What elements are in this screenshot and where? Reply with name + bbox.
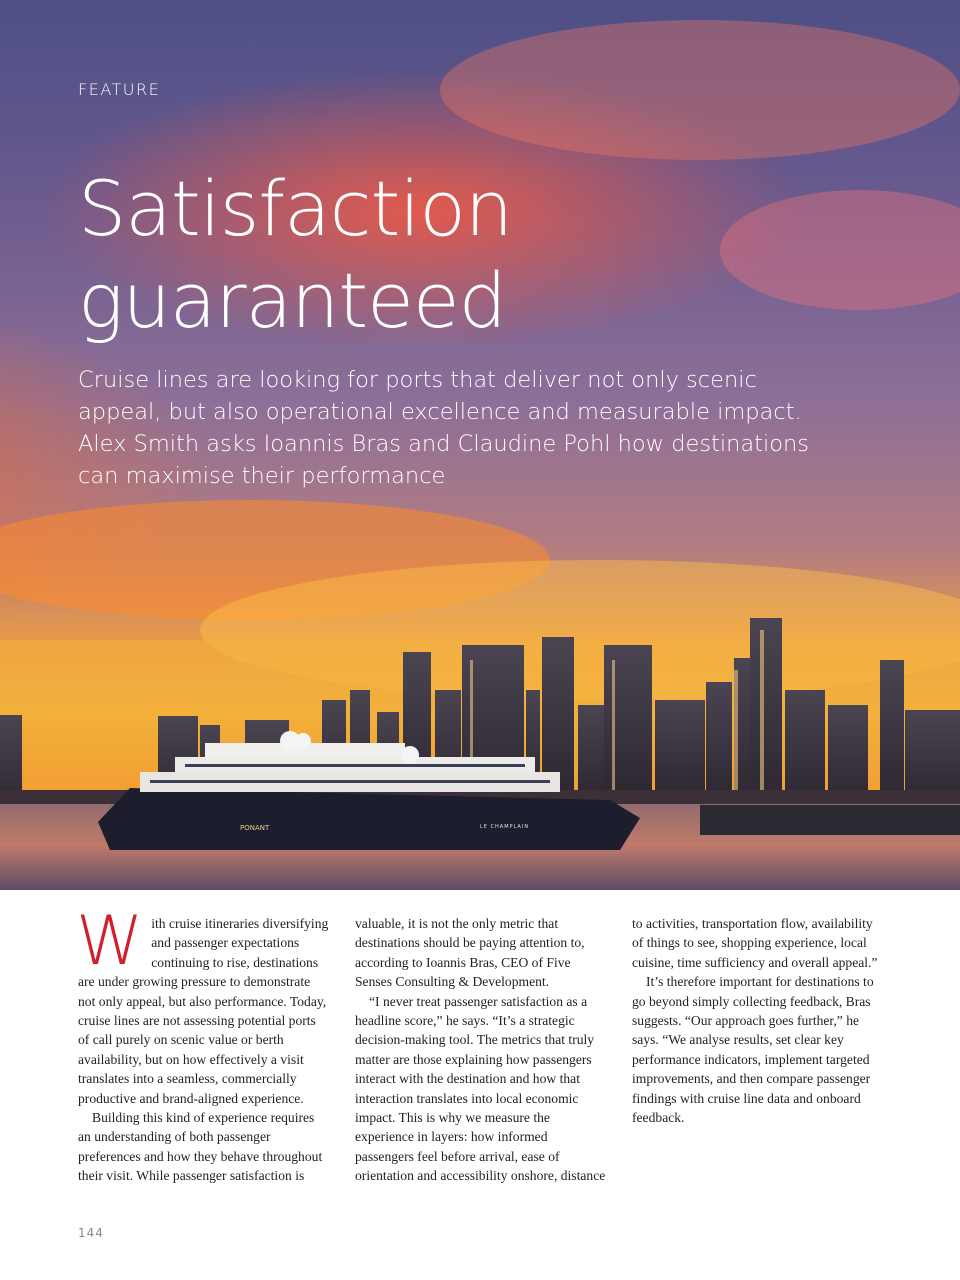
article-title — [78, 163, 512, 347]
drop-cap: W — [76, 902, 144, 981]
body-column-2 — [355, 914, 607, 1186]
body-paragraph-2-continued: valuable, it is not the only metric that destinations should be paying attention to, according to Ioannis Bras, CEO of Five Senses Consulting & Development. — [355, 916, 585, 990]
title-line-2: guaranteed — [78, 256, 506, 345]
body-column-1 — [76, 902, 330, 1186]
body-paragraph-1 — [76, 902, 330, 1108]
body-paragraph-2: Building this kind of experience requires an understanding of both passenger preferences and how they behave throughout their visit. While passenger satisfaction is — [78, 1110, 323, 1184]
body-paragraph-1-text: ith cruise itineraries diversifying and passenger expectations continuing to rise, destinations are under growing pressure to demonstrate not only appeal, but also performance. Today, cruise lines are not assessing potential ports of call purely on scenic value or berth availability, but on how effectively a visit translates into a seamless, commercially productive and brand-aligned experience. — [78, 916, 329, 1106]
ship-name-text: LE CHAMPLAIN — [480, 824, 530, 830]
page-number: 144 — [78, 1226, 104, 1240]
section-label: FEATURE — [78, 80, 161, 99]
body-column-3 — [632, 914, 884, 1127]
body-paragraph-3-continued: to activities, transportation flow, availability of things to see, shopping experience, local cuisine, time sufficiency and overall appeal.” — [632, 916, 878, 970]
standfirst: Cruise lines are looking for ports that deliver not only scenic appeal, but also operational excellence and measurable impact. Alex Smith asks Ioannis Bras and Claudine Pohl how destinations can maximise their performance — [78, 367, 809, 489]
ship-brand-text: PONANT — [240, 824, 270, 832]
body-paragraph-3: “I never treat passenger satisfaction as a headline score,” he says. “It’s a strategic decision-making tool. The metrics that truly matter are those explaining how passengers interact with the destination and how that interaction translates into local economic impact. This is why we measure the experience in layers: how informed passengers feel before arrival, ease of orientation and accessibility onshore, distance — [355, 993, 606, 1184]
title-line-1: Satisfaction — [78, 164, 513, 253]
body-paragraph-4: It’s therefore important for destinations to go beyond simply collecting feedback, Bras suggests. “Our approach goes further,” he says. “We analyse results, set clear key performance indicators, implement targeted improvements, and then compare passenger findings with cruise line data and onboard feedback. — [632, 974, 874, 1126]
